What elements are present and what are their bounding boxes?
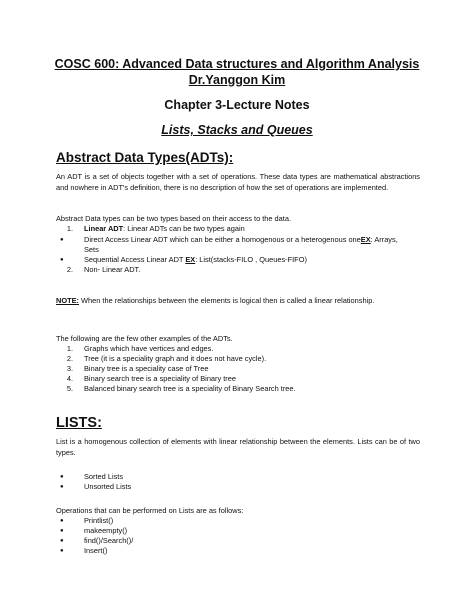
list-number: 2. xyxy=(66,265,73,274)
topic-heading: Lists, Stacks and Queues xyxy=(161,123,313,137)
bullet-icon: ● xyxy=(60,548,64,554)
operation-item: Printlist() xyxy=(84,516,114,525)
adt-types-intro: Abstract Data types can be two types based on their access to the data. xyxy=(56,214,291,223)
list-number: 4. xyxy=(66,374,73,383)
list-type-item: Sorted Lists xyxy=(84,472,124,481)
bullet-icon: ● xyxy=(60,474,64,480)
operation-item: find()/Search()/ xyxy=(84,536,134,545)
list-number: 2. xyxy=(66,354,73,363)
example-item: Balanced binary search tree is a speciality of Binary Search tree. xyxy=(84,384,296,393)
direct-access-tail: : Arrays, xyxy=(370,235,398,244)
linear-adt-label: Linear ADT xyxy=(84,224,124,233)
sequential-access-text: Sequential Access Linear ADT xyxy=(84,255,186,264)
direct-access-ex: EX xyxy=(360,235,371,244)
list-number: 1. xyxy=(66,344,73,353)
bullet-icon: ● xyxy=(60,528,64,534)
bullet-icon: ● xyxy=(60,538,64,544)
operations-intro: Operations that can be performed on Lists are as follows: xyxy=(56,506,244,515)
list-number: 3. xyxy=(66,364,73,373)
lists-heading: LISTS: xyxy=(56,415,102,431)
examples-intro: The following are the few other examples of the ADTs. xyxy=(56,334,233,343)
adt-intro-paragraph: An ADT is a set of objects together with a set of operations. These data types are mathematical abstractions and nowhere in ADT's definition, there is no description of how the set of operations are implemented. xyxy=(56,172,420,192)
non-linear-adt-item: Non- Linear ADT. xyxy=(84,265,141,274)
sequential-access-ex: EX xyxy=(185,255,196,264)
document-title: COSC 600: Advanced Data structures and Algorithm Analysis xyxy=(54,57,420,71)
operation-item: makeempty() xyxy=(84,526,128,535)
note-line xyxy=(56,296,374,307)
example-item: Binary tree is a speciality case of Tree xyxy=(84,364,209,373)
example-item: Graphs which have vertices and edges. xyxy=(84,344,214,353)
note-text: When the relationships between the elements is logical then is called a linear relationship. xyxy=(79,296,375,305)
bullet-icon: ● xyxy=(60,518,64,524)
sequential-access-item xyxy=(84,255,307,266)
linear-adt-item xyxy=(84,224,245,235)
linear-adt-text: : Linear ADTs can be two types again xyxy=(123,224,245,233)
sequential-access-tail: : List(stacks-FILO , Queues-FIFO) xyxy=(195,255,307,264)
example-item: Tree (it is a speciality graph and it does not have cycle). xyxy=(84,354,267,363)
bullet-icon: ● xyxy=(60,237,64,243)
operation-item: Insert() xyxy=(84,546,108,555)
bullet-icon: ● xyxy=(60,484,64,490)
document-author: Dr.Yanggon Kim xyxy=(188,73,286,87)
chapter-heading: Chapter 3-Lecture Notes xyxy=(164,98,310,112)
lists-intro-paragraph: List is a homogenous collection of elements with linear relationship between the elements. Lists can be of two types. xyxy=(56,437,420,457)
adt-heading: Abstract Data Types(ADTs): xyxy=(56,150,234,165)
note-label: NOTE: xyxy=(56,296,79,305)
list-number: 5. xyxy=(66,384,73,393)
list-number: 1. xyxy=(66,224,73,233)
direct-access-text: Direct Access Linear ADT which can be either a homogenous or a heterogenous one xyxy=(84,235,361,244)
bullet-icon: ● xyxy=(60,257,64,263)
example-item: Binary search tree is a speciality of Binary tree xyxy=(84,374,236,383)
direct-access-continued: Sets xyxy=(84,245,99,254)
direct-access-item xyxy=(84,235,398,246)
list-type-item: Unsorted Lists xyxy=(84,482,132,491)
